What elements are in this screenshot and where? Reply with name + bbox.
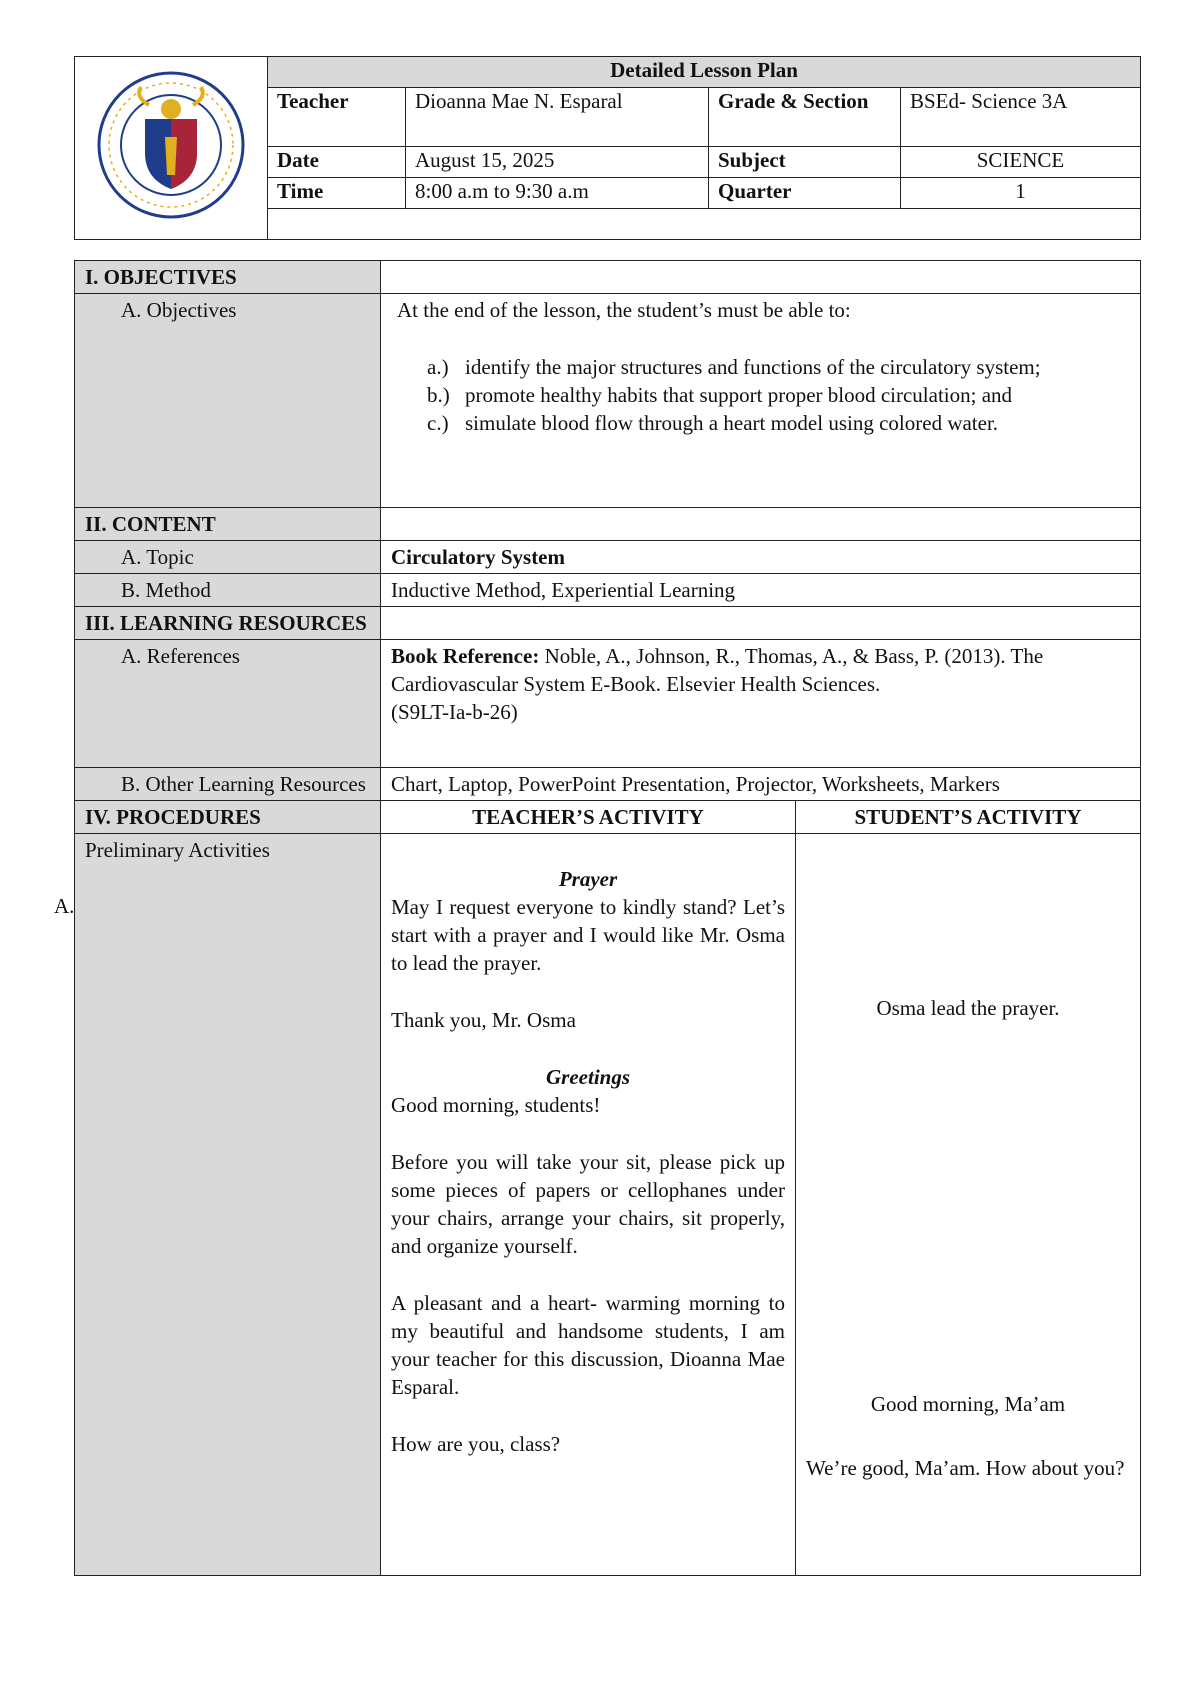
preliminary-activities-label: Preliminary Activities bbox=[75, 834, 381, 1576]
objectives-intro: At the end of the lesson, the student’s must be able to: bbox=[397, 298, 851, 322]
section-marker: A. bbox=[54, 894, 75, 918]
method-label: B. Method bbox=[75, 574, 381, 607]
objectives-heading-blank bbox=[381, 261, 1141, 294]
sit-instructions-text: Before you will take your sit, please pick up some pieces of papers or cellophanes under your chairs, arrange your chairs, sit properly, and organize yourself. bbox=[391, 1150, 785, 1258]
objectives-list bbox=[397, 353, 1130, 437]
deped-seal-logo bbox=[75, 57, 268, 233]
objective-item: b.) promote healthy habits that support proper blood circulation; and bbox=[427, 383, 1013, 407]
teacher-value: Dioanna Mae N. Esparal bbox=[406, 87, 709, 147]
quarter-value: 1 bbox=[901, 178, 1141, 209]
subject-value: SCIENCE bbox=[901, 147, 1141, 178]
objective-item: c.) simulate blood flow through a heart model using colored water. bbox=[427, 411, 999, 435]
references-cell bbox=[381, 640, 1141, 768]
lesson-plan-title: Detailed Lesson Plan bbox=[268, 57, 1141, 88]
grade-section-label: Grade & Section bbox=[709, 87, 901, 147]
objective-item: a.) identify the major structures and functions of the circulatory system; bbox=[427, 355, 1041, 379]
teacher-intro-text: A pleasant and a heart- warming morning to my beautiful and handsome students, I am your teacher for this discussion, Dioanna Mae Esparal. bbox=[391, 1291, 785, 1399]
content-heading-blank bbox=[381, 508, 1141, 541]
book-reference-text: Noble, A., Johnson, R., Thomas, A., & Bass, P. (2013). The Cardiovascular System E-Book. Elsevier Health Sciences. bbox=[391, 644, 1044, 696]
date-value: August 15, 2025 bbox=[406, 147, 709, 178]
content-heading: II. CONTENT bbox=[75, 508, 381, 541]
student-activity-cell bbox=[796, 834, 1141, 1576]
grade-section-value: BSEd- Science 3A bbox=[901, 87, 1141, 147]
topic-value: Circulatory System bbox=[381, 541, 1141, 574]
teacher-activity-cell bbox=[381, 834, 796, 1576]
teacher-activity-header: TEACHER’S ACTIVITY bbox=[381, 801, 796, 834]
objectives-sub-label: A. Objectives bbox=[75, 294, 381, 508]
subject-label: Subject bbox=[709, 147, 901, 178]
resources-heading: III. LEARNING RESOURCES bbox=[75, 607, 381, 640]
objectives-heading: I. OBJECTIVES bbox=[75, 261, 381, 294]
other-resources-value: Chart, Laptop, PowerPoint Presentation, Projector, Worksheets, Markers bbox=[381, 768, 1141, 801]
seal-cell bbox=[75, 57, 268, 240]
how-are-you-text: How are you, class? bbox=[391, 1432, 561, 1456]
method-value: Inductive Method, Experiential Learning bbox=[381, 574, 1141, 607]
student-activity-header: STUDENT’S ACTIVITY bbox=[796, 801, 1141, 834]
thanks-text: Thank you, Mr. Osma bbox=[391, 1008, 576, 1032]
time-value: 8:00 a.m to 9:30 a.m bbox=[406, 178, 709, 209]
objectives-cell bbox=[381, 294, 1141, 508]
curriculum-code: (S9LT-Ia-b-26) bbox=[391, 700, 518, 724]
time-label: Time bbox=[268, 178, 406, 209]
quarter-label: Quarter bbox=[709, 178, 901, 209]
header-blank-row bbox=[268, 209, 1141, 240]
teacher-label: Teacher bbox=[268, 87, 406, 147]
header-table bbox=[74, 56, 1141, 240]
book-reference-label: Book Reference: bbox=[391, 644, 540, 668]
date-label: Date bbox=[268, 147, 406, 178]
procedures-heading: IV. PROCEDURES bbox=[75, 801, 381, 834]
prayer-text: May I request everyone to kindly stand? Let’s start with a prayer and I would like Mr. Osma to lead the prayer. bbox=[391, 895, 785, 975]
student-good-response: We’re good, Ma’am. How about you? bbox=[806, 1456, 1125, 1480]
student-prayer-response: Osma lead the prayer. bbox=[876, 996, 1060, 1020]
greetings-text: Good morning, students! bbox=[391, 1093, 601, 1117]
prayer-title: Prayer bbox=[558, 867, 618, 891]
resources-heading-blank bbox=[381, 607, 1141, 640]
lesson-plan-table bbox=[74, 260, 1141, 1576]
greetings-title: Greetings bbox=[546, 1065, 630, 1089]
references-label: A. References bbox=[75, 640, 381, 768]
topic-label: A. Topic bbox=[75, 541, 381, 574]
student-greeting-response: Good morning, Ma’am bbox=[870, 1392, 1066, 1416]
other-resources-label: B. Other Learning Resources bbox=[75, 768, 381, 801]
